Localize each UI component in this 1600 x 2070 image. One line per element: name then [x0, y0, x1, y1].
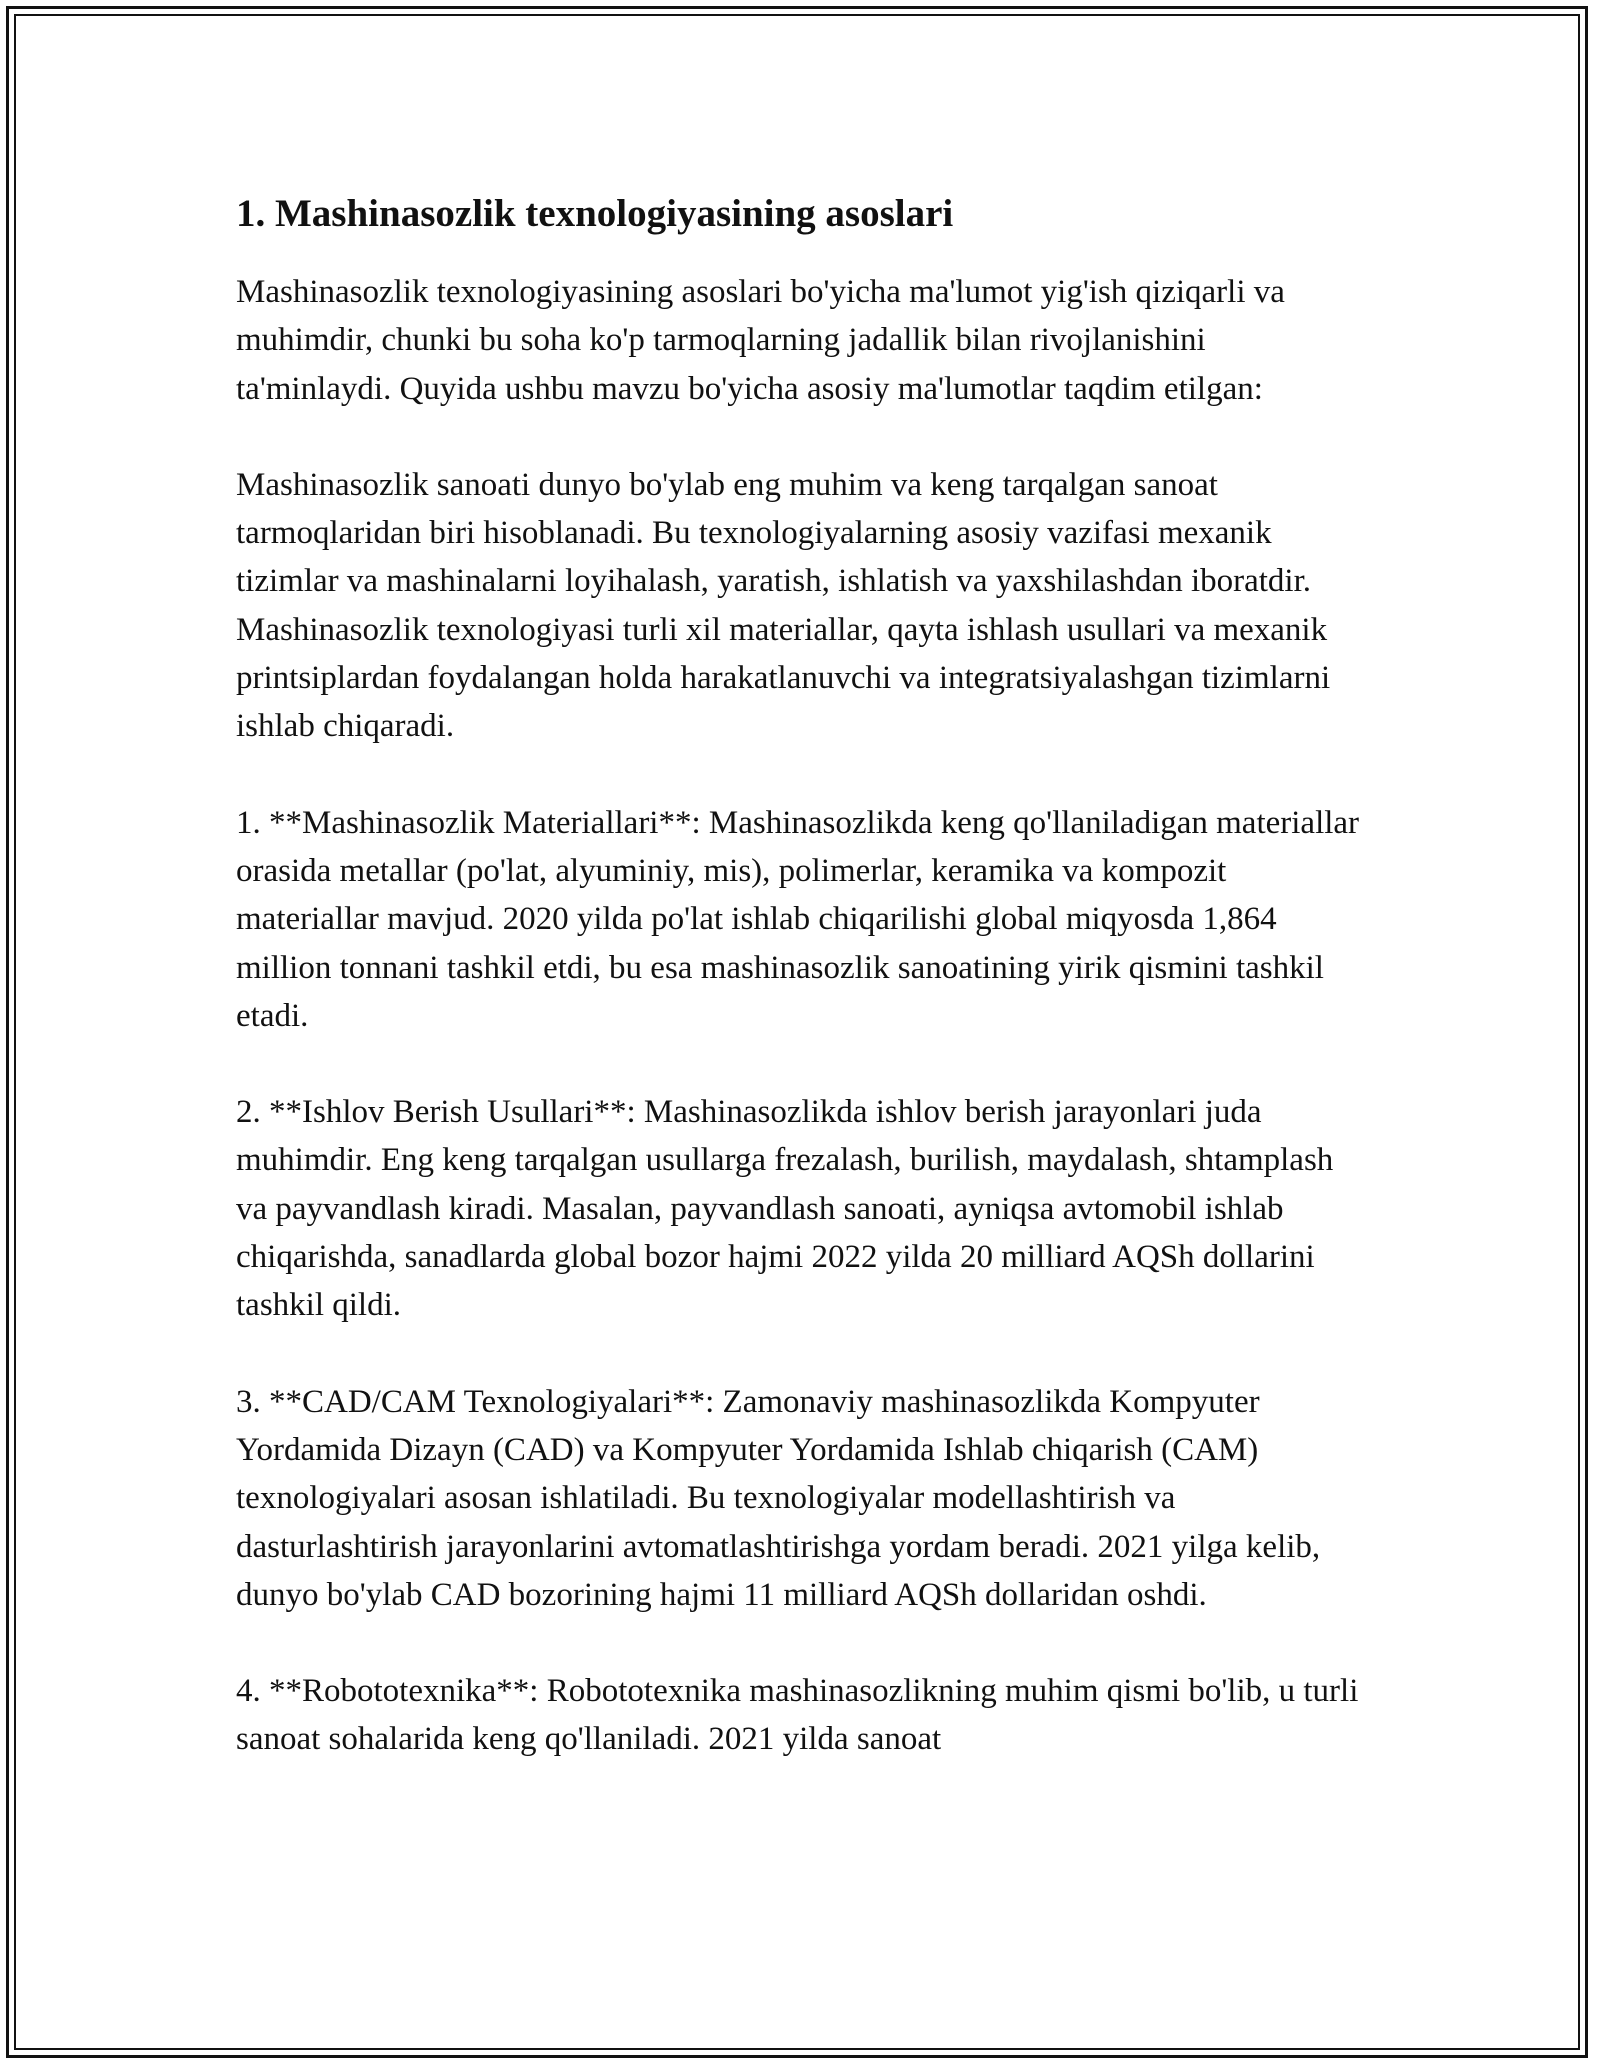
list-item-materials: 1. **Mashinasozlik Materiallari**: Mashinasozlikda keng qo'llaniladigan materiallar orasida metallar (po'lat, alyuminiy, mis), polimerlar, keramika va kompozit materiallar mavjud. 2020 yilda po'lat ishlab chiqarilishi global miqyosda 1,864 million tonnani tashkil etdi, bu esa mashinasozlik sanoatining yirik qismini tashkil etadi.: [236, 804, 1360, 1034]
section-heading: 1. Mashinasozlik texnologiyasining asoslari: [236, 192, 954, 235]
intro-paragraph: Mashinasozlik texnologiyasining asoslari bo'yicha ma'lumot yig'ish qiziqarli va muhimdir, chunki bu soha ko'p tarmoqlarning jadallik bilan rivojlanishini ta'minlaydi. Quyida ushbu mavzu bo'yicha asosiy ma'lumotlar taqdim etilgan:: [236, 274, 1285, 407]
list-item-robotics: 4. **Robototexnika**: Robototexnika mashinasozlikning muhim qismi bo'lib, u turli sanoat sohalarida keng qo'llaniladi. 2021 yilda sanoat: [236, 1673, 1359, 1758]
list-item-cad-cam: 3. **CAD/CAM Texnologiyalari**: Zamonaviy mashinasozlikda Kompyuter Yordamida Dizayn (CAD) va Kompyuter Yordamida Ishlab chiqarish (CAM) texnologiyalari asosan ishlatiladi. Bu texnologiyalar modellashtirish va dasturlashtirish jarayonlarini avtomatlashtirishga yordam beradi. 2021 yilga kelib, dunyo bo'ylab CAD bozorining hajmi 11 milliard AQSh dollaridan oshdi.: [236, 1383, 1321, 1613]
overview-paragraph: Mashinasozlik sanoati dunyo bo'ylab eng muhim va keng tarqalgan sanoat tarmoqlaridan biri hisoblanadi. Bu texnologiyalarning asosiy vazifasi mexanik tizimlar va mashinalarni loyihalash, yaratish, ishlatish va yaxshilashdan iboratdir. Mashinasozlik texnologiyasi turli xil materiallar, qayta ishlash usullari va mexanik printsiplardan foydalangan holda harakatlanuvchi va integratsiyalashgan tizimlarni ishlab chiqaradi.: [236, 466, 1331, 745]
list-item-processing-methods: 2. **Ishlov Berish Usullari**: Mashinasozlikda ishlov berish jarayonlari juda muhimdir. Eng keng tarqalgan usullarga frezalash, burilish, maydalash, shtamplash va payvandlash kiradi. Masalan, payvandlash sanoati, ayniqsa avtomobil ishlab chiqarishda, sanadlarda global bozor hajmi 2022 yilda 20 milliard AQSh dollarini tashkil qildi.: [236, 1094, 1334, 1324]
document-body: [236, 186, 1368, 1812]
